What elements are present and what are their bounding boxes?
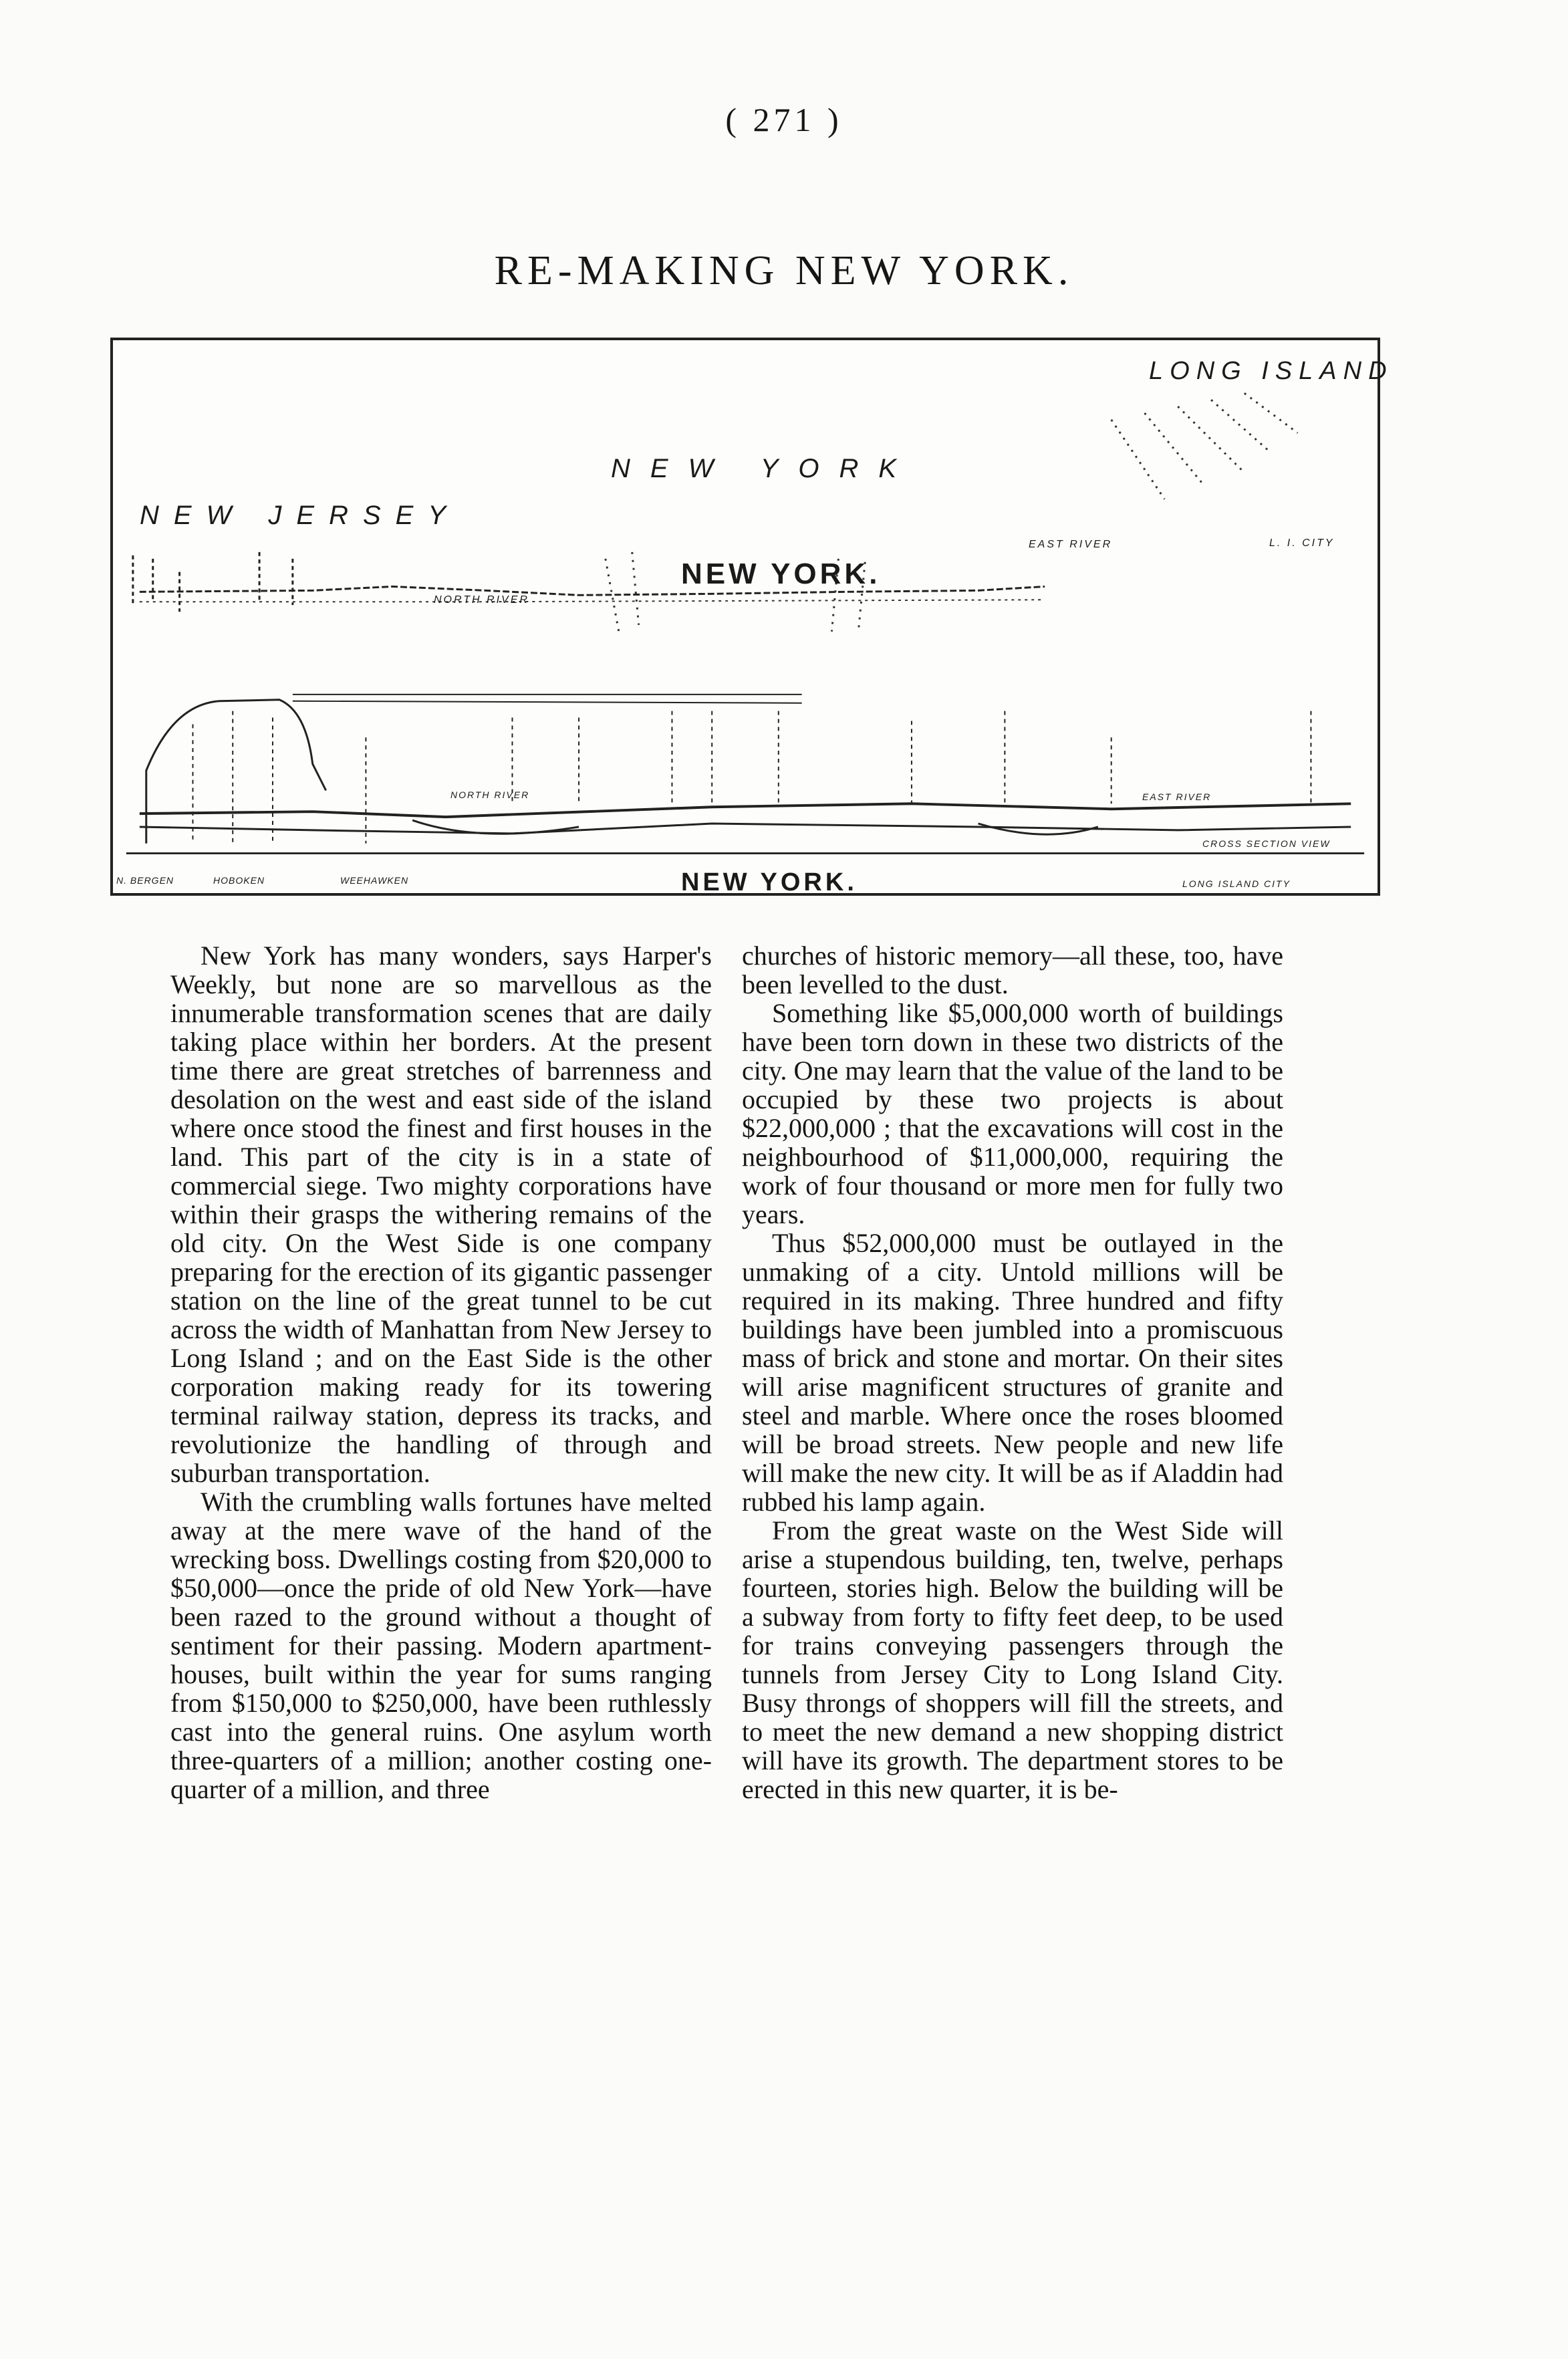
map-label-east-river: EAST RIVER (1029, 539, 1113, 550)
map-label-new-york-city: NEW YORK. (681, 557, 881, 590)
section-label-weehawken: WEEHAWKEN (340, 875, 409, 886)
section-label-new-york: NEW YORK. (681, 868, 858, 896)
article-column-right (742, 941, 1283, 1804)
section-label: CROSS SECTION VIEW (1202, 838, 1331, 849)
map-illustration (110, 338, 1394, 896)
upper-tunnel-line (140, 600, 1045, 602)
section-label-hoboken: HOBOKEN (213, 875, 265, 886)
map-label-new-jersey: NEW JERSEY (140, 501, 461, 530)
paragraph: With the crumbling walls fortunes have melted away at the mere wave of the hand of the wrecking boss. Dwellings costing from $20,000 to $50,000—once the pride of old New York—have been razed to the ground without a thought of sentiment for their passing. Modern apartment-houses, built within the year for sums ranging from $150,000 to $250,000, have been ruthlessly cast into the general ruins. One asylum worth three-quarters of a million; another costing one-quarter of a million, and three (170, 1487, 712, 1804)
ground-line-2 (140, 824, 1351, 834)
map-label-new-york-state: NEW YORK (611, 454, 917, 483)
map-drawing (113, 340, 1378, 893)
paragraph: Something like $5,000,000 worth of buildings have been torn down in these two districts of the city. One may learn that the value of the land to be occupied by these two projects is about $22,000,000 ; that the excavations will cost in the neighbourhood of $11,000,000, requiring the work of four thousand or more men for fully two years. (742, 998, 1283, 1229)
section-label-north-river: NORTH RIVER (450, 789, 530, 800)
map-label-north-river: NORTH RIVER (434, 594, 529, 606)
section-label-long-island-city: LONG ISLAND CITY (1182, 878, 1291, 889)
section-street (293, 695, 802, 703)
paragraph: New York has many wonders, says Harper's Weekly, but none are so marvellous as the innumerable transformation scenes that are daily taking place within her borders. At the present time there are great stretches of barrenness and desolation on the west and east side of the island where once stood the finest and first houses in the land. This part of the city is in a state of commercial siege. Two mighty corporations have within their grasps the withering remains of the old city. On the West Side is one company preparing for the erection of its gigantic passenger station on the line of the great tunnel to be cut across the width of Manhattan from New Jersey to Long Island ; and on the East Side is the other corporation making ready for its towering terminal railway station, depress its tracks, and revolutionize the handling of through and suburban transportation. (170, 941, 712, 1488)
article-column-left (170, 941, 712, 1804)
map-label-long-island-city: L. I. CITY (1269, 537, 1335, 549)
jersey-shore (133, 552, 293, 612)
map-label-long-island: LONG ISLAND (1149, 357, 1394, 385)
article-title: RE-MAKING NEW YORK. (494, 248, 1074, 293)
tunnel-tube (412, 820, 1098, 834)
section-label-north-bergen: N. BERGEN (116, 875, 174, 886)
paragraph: churches of historic memory—all these, too, have been levelled to the dust. (742, 941, 1283, 999)
long-island-dots (1112, 393, 1298, 499)
section-label-east-river: EAST RIVER (1142, 791, 1212, 802)
ground-line-1 (140, 803, 1351, 817)
north-river-line (140, 586, 1045, 595)
paragraph: From the great waste on the West Side will arise a stupendous building, ten, twelve, perhaps fourteen, stories high. Below the building will be a subway from forty to fifty feet deep, to be used for trains conveying passengers through the tunnels from Jersey City to Long Island City. Busy throngs of shoppers will fill the streets, and to meet the new demand a new shopping district will have its growth. The department stores to be erected in this new quarter, it is be- (742, 1515, 1283, 1804)
paragraph: Thus $52,000,000 must be outlayed in the unmaking of a city. Untold millions will be required in its making. Three hundred and fifty buildings have been jumbled into a promiscuous mass of brick and stone and mortar. On their sites will arise magnificent structures of granite and steel and marble. Where once the roses bloomed will be broad streets. New people and new life will make the new city. It will be as if Aladdin had rubbed his lamp again. (742, 1228, 1283, 1517)
palisades-profile (146, 700, 326, 844)
page-number: ( 271 ) (725, 101, 843, 138)
